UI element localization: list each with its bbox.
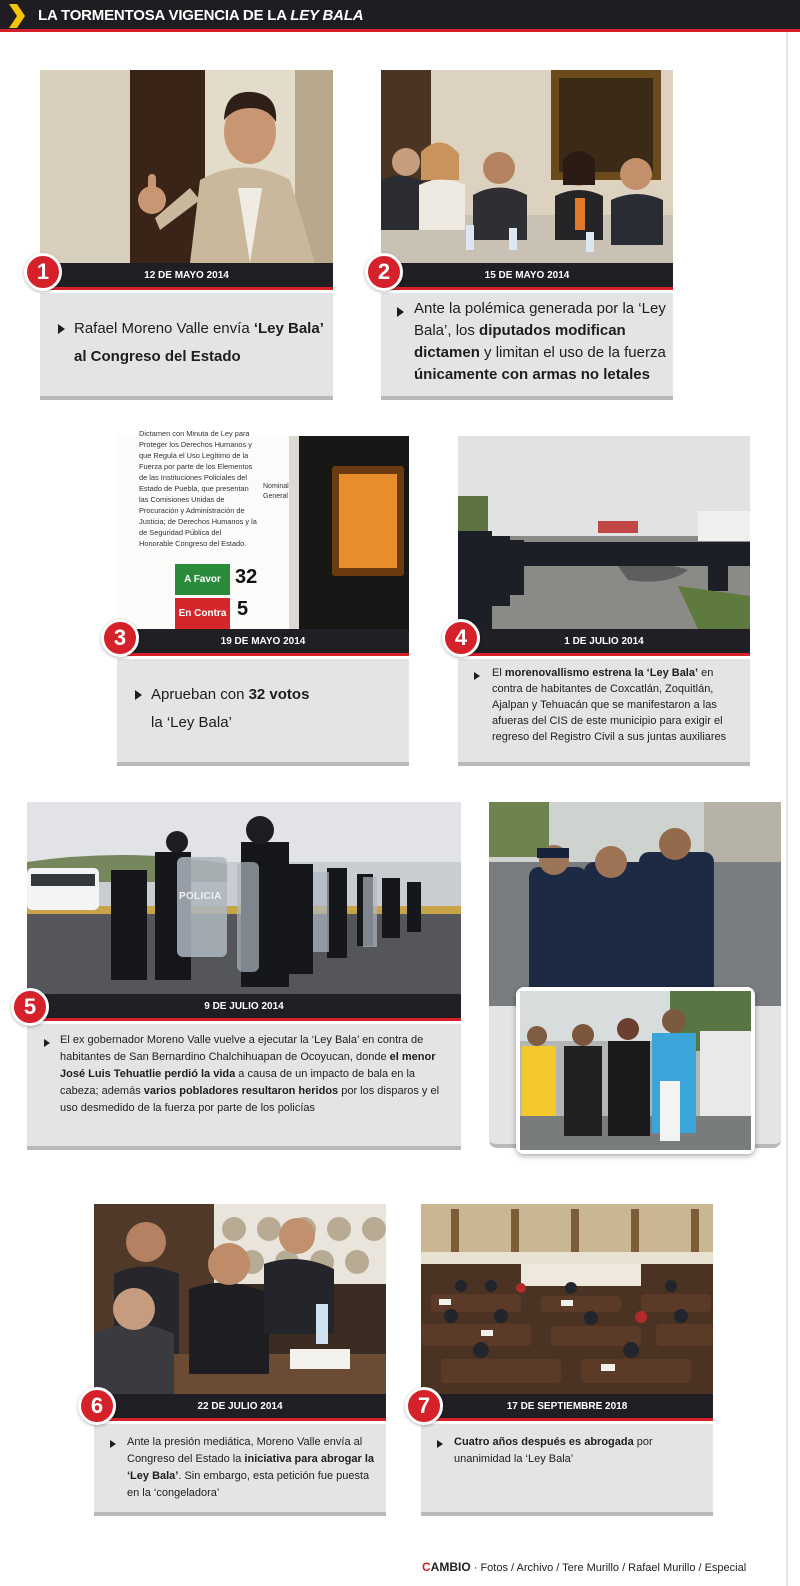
- event-description-panel: [117, 659, 409, 766]
- event-card-6: [94, 1204, 386, 1516]
- event-photo: [94, 1204, 386, 1394]
- vote-type-label: Nominal General: [263, 483, 289, 500]
- event-photo: [117, 429, 409, 629]
- vote-favor-label: A Favor: [184, 574, 221, 585]
- event-number-badge: 6: [78, 1387, 116, 1425]
- credits-text: · Fotos / Archivo / Tere Murillo / Rafael Murillo / Especial: [470, 1562, 747, 1574]
- event-card-1: [40, 70, 333, 400]
- event-description-text: a causa de un impacto de bala en la cabeza; además: [60, 1068, 416, 1097]
- event-description-text: Rafael Moreno Valle envía: [74, 320, 254, 337]
- event-number-badge: 3: [101, 619, 139, 657]
- event-description: [151, 681, 321, 737]
- bullet-triangle-icon: [474, 672, 480, 680]
- event-description-text: por los disparos y el uso desmedido de la fuerza por parte de los policías: [60, 1085, 440, 1114]
- event-date: 19 DE MAYO 2014: [117, 629, 409, 656]
- vote-summary-text: Dictamen con Minuta de Ley para Proteger los Derechos Humanos y que Regula el Uso Legítimo de la Fuerza por parte de los Elementos de las Instituciones Policiales del Estado de Puebla, que presentan las Comisiones Unidas de Procuración y Administración de Justicia; de Derechos Humanos y la de Seguridad Pública del Honorable Congreso del Estado.: [139, 429, 257, 548]
- event-description-bold: varios pobladores resultaron heridos: [143, 1085, 339, 1097]
- event-card-3: [117, 429, 409, 766]
- event-number-badge: 2: [365, 253, 403, 291]
- event-description-bold: iniciativa para abrogar la ‘Ley Bala’: [127, 1453, 375, 1482]
- event-number-badge: 5: [11, 988, 49, 1026]
- event-description-bold: el menor José Luis Tehuatlie perdió la vida: [60, 1051, 436, 1080]
- event-card-5: [27, 802, 461, 1150]
- event-date: 12 DE MAYO 2014: [40, 263, 333, 290]
- event-photo: [27, 802, 461, 994]
- event-description-text: la ‘Ley Bala’: [151, 714, 232, 731]
- event-photo: [421, 1204, 713, 1394]
- event-date: 22 DE JULIO 2014: [94, 1394, 386, 1421]
- event-date: 9 DE JULIO 2014: [27, 994, 461, 1021]
- right-divider: [786, 32, 788, 1586]
- event-description: [414, 298, 669, 386]
- vote-favor-count: 32: [235, 566, 258, 588]
- police-shield-label: POLICIA: [179, 891, 222, 902]
- event-description-panel: [381, 293, 673, 400]
- event-card-2: [381, 70, 673, 400]
- event-description-panel: [421, 1424, 713, 1516]
- bullet-triangle-icon: [110, 1440, 116, 1448]
- event-photo: [458, 436, 750, 629]
- event-date: 15 DE MAYO 2014: [381, 263, 673, 290]
- event-description-panel: [94, 1424, 386, 1516]
- event-number-badge: 7: [405, 1387, 443, 1425]
- event-description-panel: [40, 293, 333, 400]
- event-date: 17 DE SEPTIEMBRE 2018: [421, 1394, 713, 1421]
- event-description: [74, 315, 324, 371]
- event-description: [60, 1032, 454, 1117]
- event-date: 1 DE JULIO 2014: [458, 629, 750, 656]
- event-description-text: . Sin embargo, esta petición fue puesta en la ‘congeladora’: [127, 1470, 370, 1499]
- event-description-bold: morenovallismo estrena la ‘Ley Bala’: [504, 667, 699, 679]
- chevron-right-icon: [6, 4, 26, 28]
- event-card-7: [421, 1204, 713, 1516]
- bullet-triangle-icon: [44, 1039, 50, 1047]
- header-bar: [0, 0, 800, 32]
- vote-contra-count: 5: [237, 598, 249, 620]
- vote-contra-label: En Contra: [178, 608, 227, 619]
- event-number-badge: 4: [442, 619, 480, 657]
- event-description-panel: [458, 659, 750, 766]
- event-description: [127, 1434, 377, 1502]
- brand-logo: CAMBIO: [422, 1560, 471, 1574]
- bullet-triangle-icon: [58, 324, 65, 334]
- event-description-bold: ‘Ley Bala’ al Congreso del Estado: [74, 320, 324, 365]
- event-description-bold: diputados modifican dictamen: [414, 322, 626, 361]
- event-card-4: [458, 436, 750, 766]
- event-description: [492, 665, 744, 745]
- event-description-bold: 32 votos: [248, 686, 310, 703]
- bullet-triangle-icon: [135, 690, 142, 700]
- bullet-triangle-icon: [437, 1440, 443, 1448]
- event-description-text: El ex gobernador Moreno Valle vuelve a ejecutar la ‘Ley Bala’ en contra de habitantes de San Bernardino Chalchihuapan de Ocoyucan, donde: [60, 1034, 424, 1063]
- event-description-text: y limitan el uso de la fuerza: [479, 344, 666, 361]
- event-description-panel: [27, 1024, 461, 1150]
- bullet-triangle-icon: [397, 307, 404, 317]
- event-photo: [381, 70, 673, 263]
- event-description-bold: Cuatro años después es abrogada: [454, 1436, 634, 1448]
- event-photo: [516, 987, 755, 1154]
- event-description-text: en contra de habitantes de Coxcatlán, Zoquitlán, Ajalpan y Tehuacán que se manifestaron a las afueras del CIS de este municipio para exigir el regreso del Registro Civil a sus juntas auxiliares: [492, 667, 727, 743]
- photo-credits: [422, 1560, 746, 1574]
- event-description-text: Aprueban con: [151, 686, 249, 703]
- event-description-text: Ante la polémica generada por la ‘Ley Bala’, los: [414, 300, 666, 339]
- event-photo: [489, 802, 781, 1006]
- event-description: [454, 1434, 704, 1468]
- event-description-text: El: [492, 667, 505, 679]
- event-description-text: por unanimidad la ‘Ley Bala’: [454, 1436, 653, 1465]
- event-number-badge: 1: [24, 253, 62, 291]
- event-photo: [40, 70, 333, 263]
- event-description-bold: únicamente con armas no letales: [414, 366, 650, 383]
- page-title: LA TORMENTOSA VIGENCIA DE LA LEY BALA: [38, 7, 364, 24]
- event-description-text: Ante la presión mediática, Moreno Valle envía al Congreso del Estado la: [127, 1436, 363, 1465]
